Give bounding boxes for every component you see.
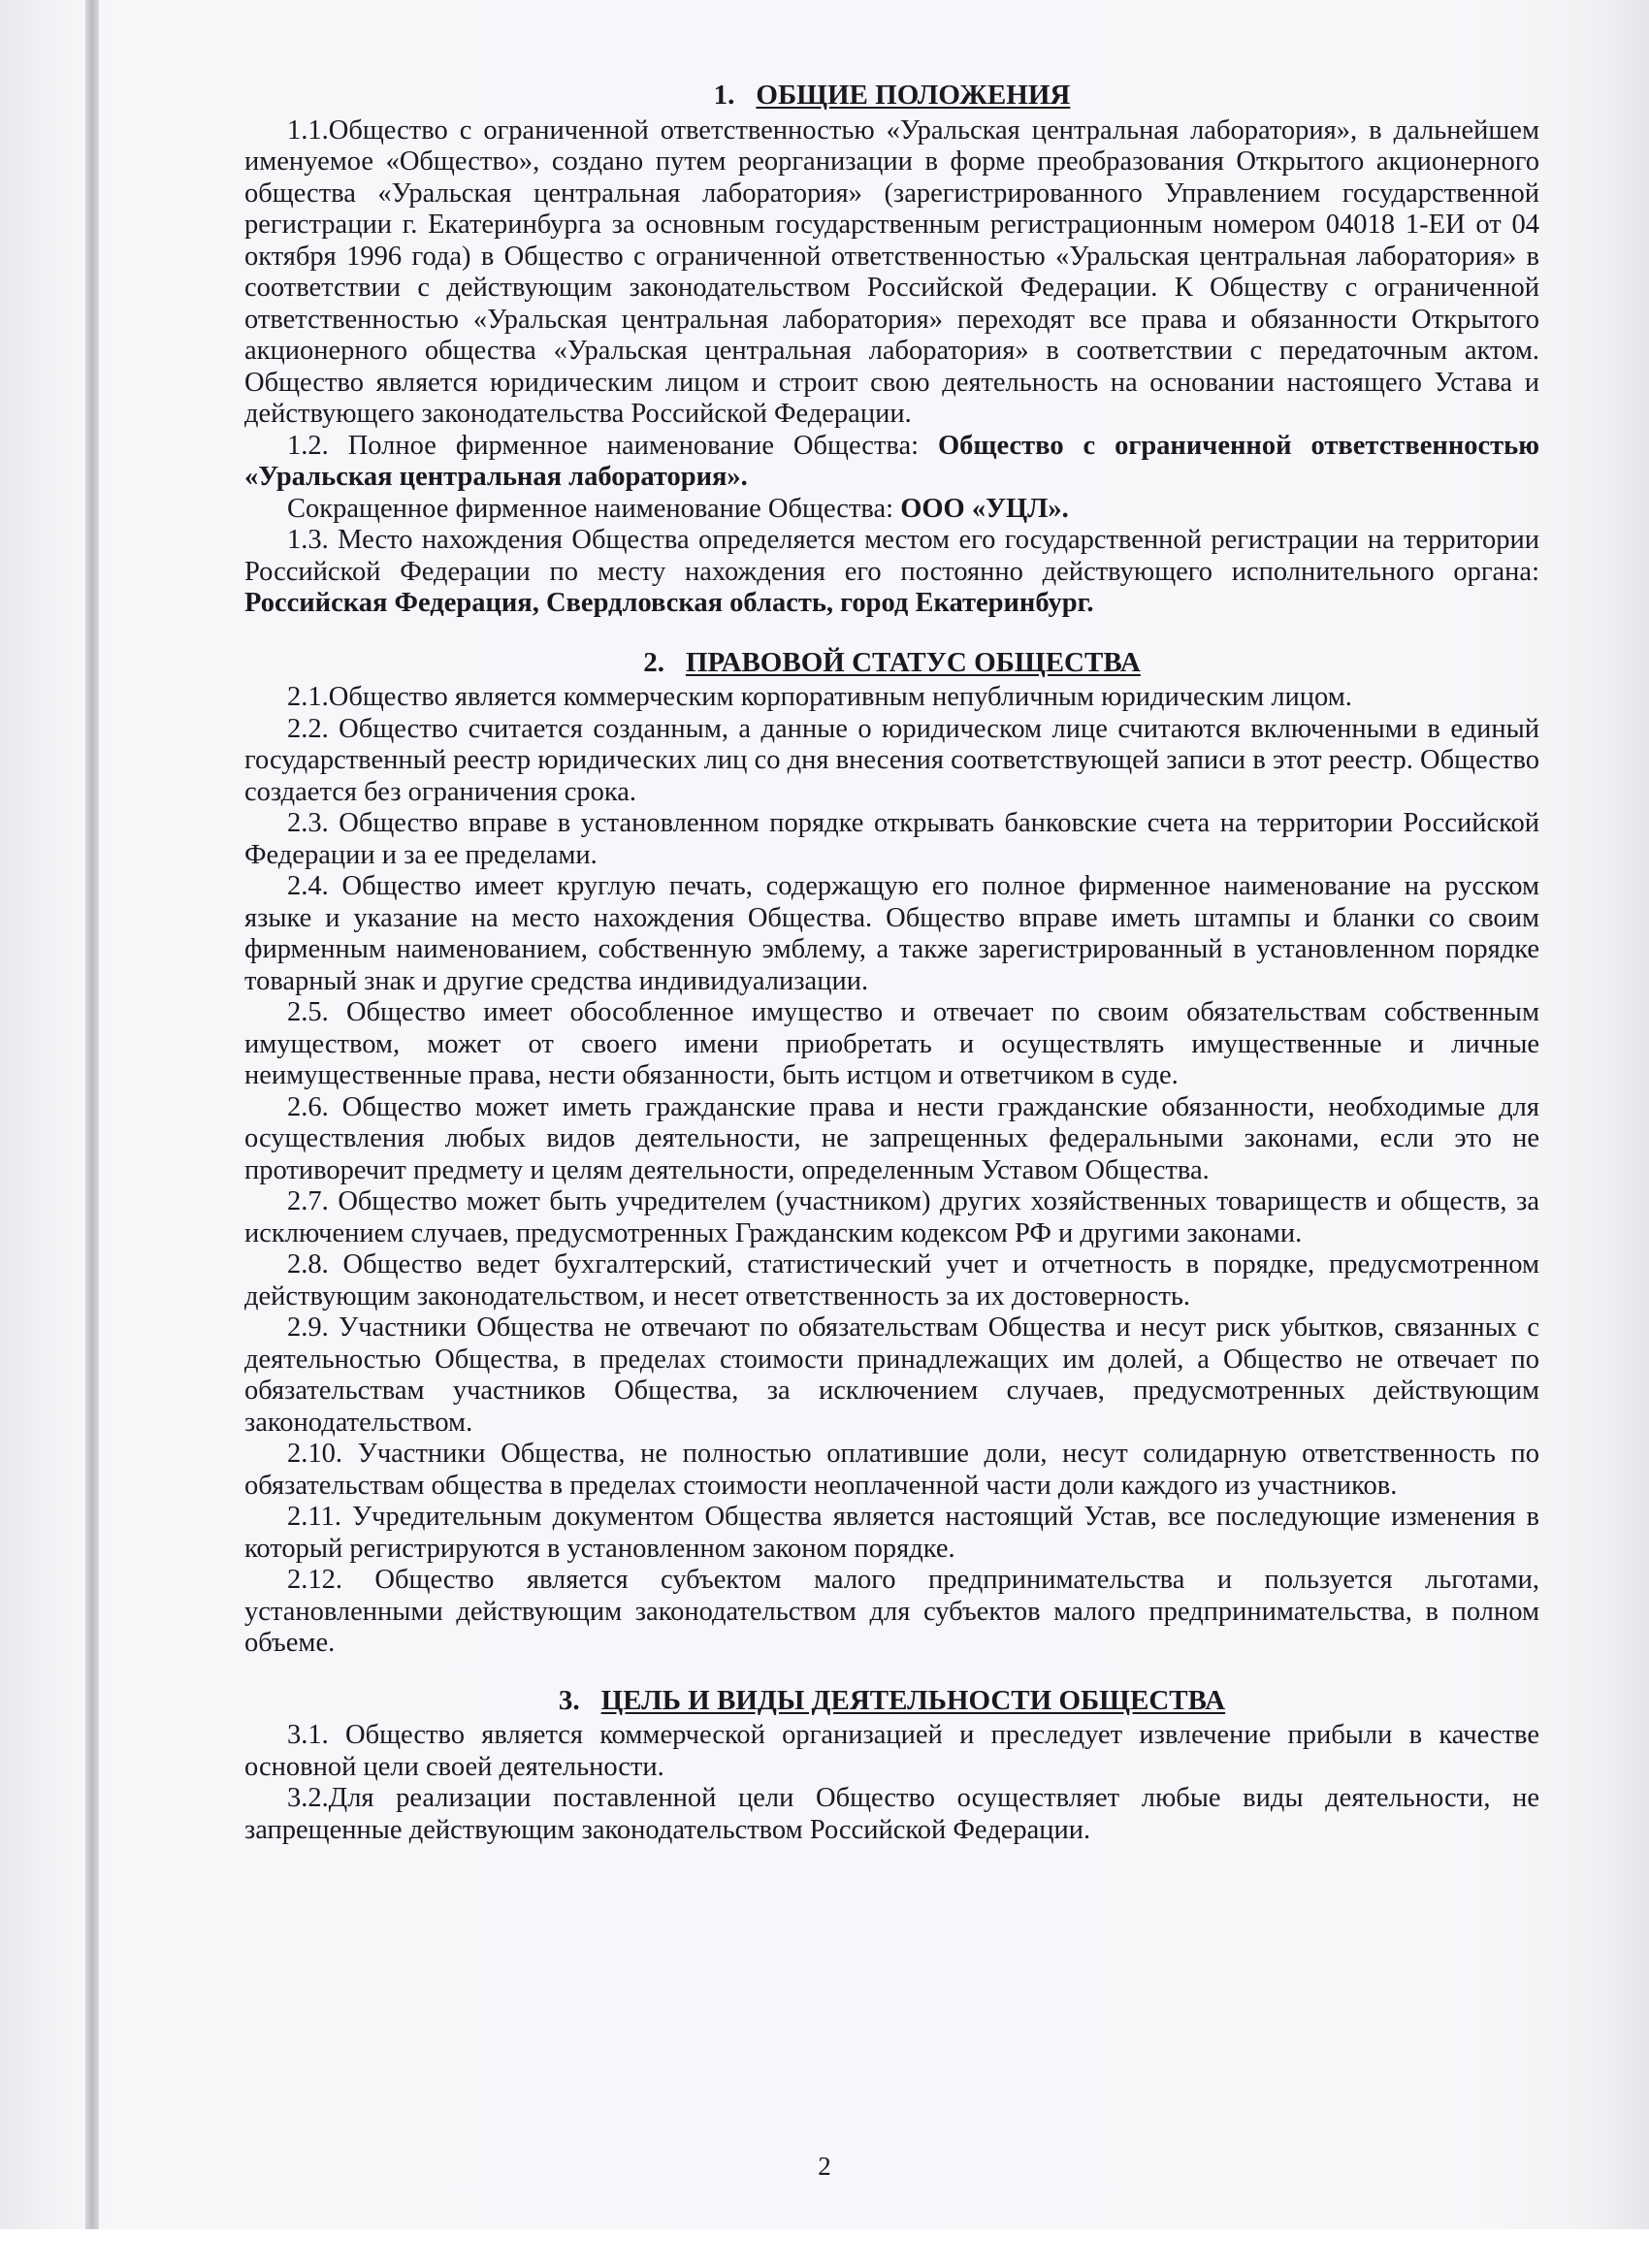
section-title: ОБЩИЕ ПОЛОЖЕНИЯ bbox=[756, 80, 1071, 111]
paragraph-2-4: 2.4. Общество имеет круглую печать, содержащую его полное фирменное наименование на русском языке и указание на место нахождения Общества. Общество вправе иметь штампы и бланки со своим фирменным наименованием, собственную эмблему, а также зарегистрированный в установленном порядке товарный знак и другие средства индивидуализации. bbox=[244, 871, 1539, 996]
page-number: 2 bbox=[818, 2152, 831, 2181]
section-2-heading bbox=[244, 647, 1539, 679]
paragraph-2-11: 2.11. Учредительным документом Общества является настоящий Устав, все последующие изменения в который регистрируются в установленном законом порядке. bbox=[244, 1502, 1539, 1564]
document-body bbox=[244, 76, 1539, 1846]
paragraph-2-6: 2.6. Общество может иметь гражданские права и нести гражданские обязанности, необходимые для осуществления любых видов деятельности, не запрещенных федеральными законами, если это не противоречит предмету и целям деятельности, определенным Уставом Общества. bbox=[244, 1091, 1539, 1185]
section-title: ЦЕЛЬ И ВИДЫ ДЕЯТЕЛЬНОСТИ ОБЩЕСТВА bbox=[600, 1684, 1226, 1716]
paragraph-1-3: 1.3. Место нахождения Общества определяется местом его государственной регистрации на территории Российской Федерации по месту нахождения его постоянно действующего исполнительного органа: Российская Федерация, Свердловская область, город Екатеринбург. bbox=[244, 525, 1539, 618]
scan-bottom-margin bbox=[0, 2229, 1649, 2268]
paragraph-2-10: 2.10. Участники Общества, не полностью оплатившие доли, несут солидарную ответственность по обязательствам общества в пределах стоимости неоплаченной части доли каждого из участников. bbox=[244, 1439, 1539, 1501]
paragraph-2-7: 2.7. Общество может быть учредителем (участником) других хозяйственных товариществ и обществ, за исключением случаев, предусмотренных Гражданским кодексом РФ и другими законами. bbox=[244, 1186, 1539, 1248]
section-number: 2. bbox=[643, 646, 664, 678]
section-3-heading bbox=[244, 1685, 1539, 1717]
paragraph-2-3: 2.3. Общество вправе в установленном порядке открывать банковские счета на территории Российской Федерации и за ее пределами. bbox=[244, 808, 1539, 870]
paragraph-2-5: 2.5. Общество имеет обособленное имущество и отвечает по своим обязательствам собственным имуществом, может от своего имени приобретать и осуществлять имущественные и личные неимущественные права, нести обязанности, быть истцом и ответчиком в суде. bbox=[244, 997, 1539, 1090]
paragraph-3-1: 3.1. Общество является коммерческой организацией и преследует извлечение прибыли в качестве основной цели своей деятельности. bbox=[244, 1720, 1539, 1782]
paragraph-3-2: 3.2.Для реализации поставленной цели Общество осуществляет любые виды деятельности, не запрещенные действующим законодательством Российской Федерации. bbox=[244, 1783, 1539, 1845]
paragraph-2-1: 2.1.Общество является коммерческим корпоративным непубличным юридическим лицом. bbox=[287, 682, 1352, 712]
section-1-heading bbox=[244, 80, 1539, 112]
paragraph-2-2: 2.2. Общество считается созданным, а данные о юридическом лице считаются включенными в единый государственный реестр юридических лиц со дня внесения соответствующей записи в этот реестр. Общество создается без ограничения срока. bbox=[244, 713, 1539, 807]
paragraph-1-2-short: Сокращенное фирменное наименование Общества: ООО «УЦЛ». bbox=[287, 493, 1069, 524]
paragraph-1-1: 1.1.Общество с ограниченной ответственностью «Уральская центральная лаборатория», в дальнейшем именуемое «Общество», создано путем реорганизации в форме преобразования Открытого акционерного общества «Уральская центральная лаборатория» (зарегистрированного Управлением государственной регистрации г. Екатеринбурга за основным государственным регистрационным номером 04018 1-ЕИ от 04 октября 1996 года) в Общество с ограниченной ответственностью «Уральская центральная лаборатория» в соответствии с действующим законодательством Российской Федерации. К Обществу с ограниченной ответственностью «Уральская центральная лаборатория» переходят все права и обязанности Открытого акционерного общества «Уральская центральная лаборатория» в соответствии с передаточным актом. Общество является юридическим лицом и строит свою деятельность на основании настоящего Устава и действующего законодательства Российской Федерации. bbox=[244, 114, 1539, 429]
paragraph-2-9: 2.9. Участники Общества не отвечают по обязательствам Общества и несут риск убытков, связанных с деятельностью Общества, в пределах стоимости принадлежащих им долей, а Общество не отвечает по обязательствам участников Общества, за исключением случаев, предусмотренных действующим законодательством. bbox=[244, 1312, 1539, 1438]
section-title: ПРАВОВОЙ СТАТУС ОБЩЕСТВА bbox=[685, 646, 1141, 678]
binding-edge bbox=[85, 0, 99, 2268]
section-number: 3. bbox=[558, 1684, 580, 1716]
section-number: 1. bbox=[713, 80, 735, 111]
paragraph-1-2: 1.2. Полное фирменное наименование Общества: Общество с ограниченной ответственностью «Уральская центральная лаборатория». bbox=[244, 430, 1539, 492]
paragraph-2-12: 2.12. Общество является субъектом малого предпринимательства и пользуется льготами, установленными действующим законодательством для субъектов малого предпринимательства, в полном объеме. bbox=[244, 1565, 1539, 1658]
paragraph-2-8: 2.8. Общество ведет бухгалтерский, статистический учет и отчетность в порядке, предусмотренном действующим законодательством, и несет ответственность за их достоверность. bbox=[244, 1249, 1539, 1312]
